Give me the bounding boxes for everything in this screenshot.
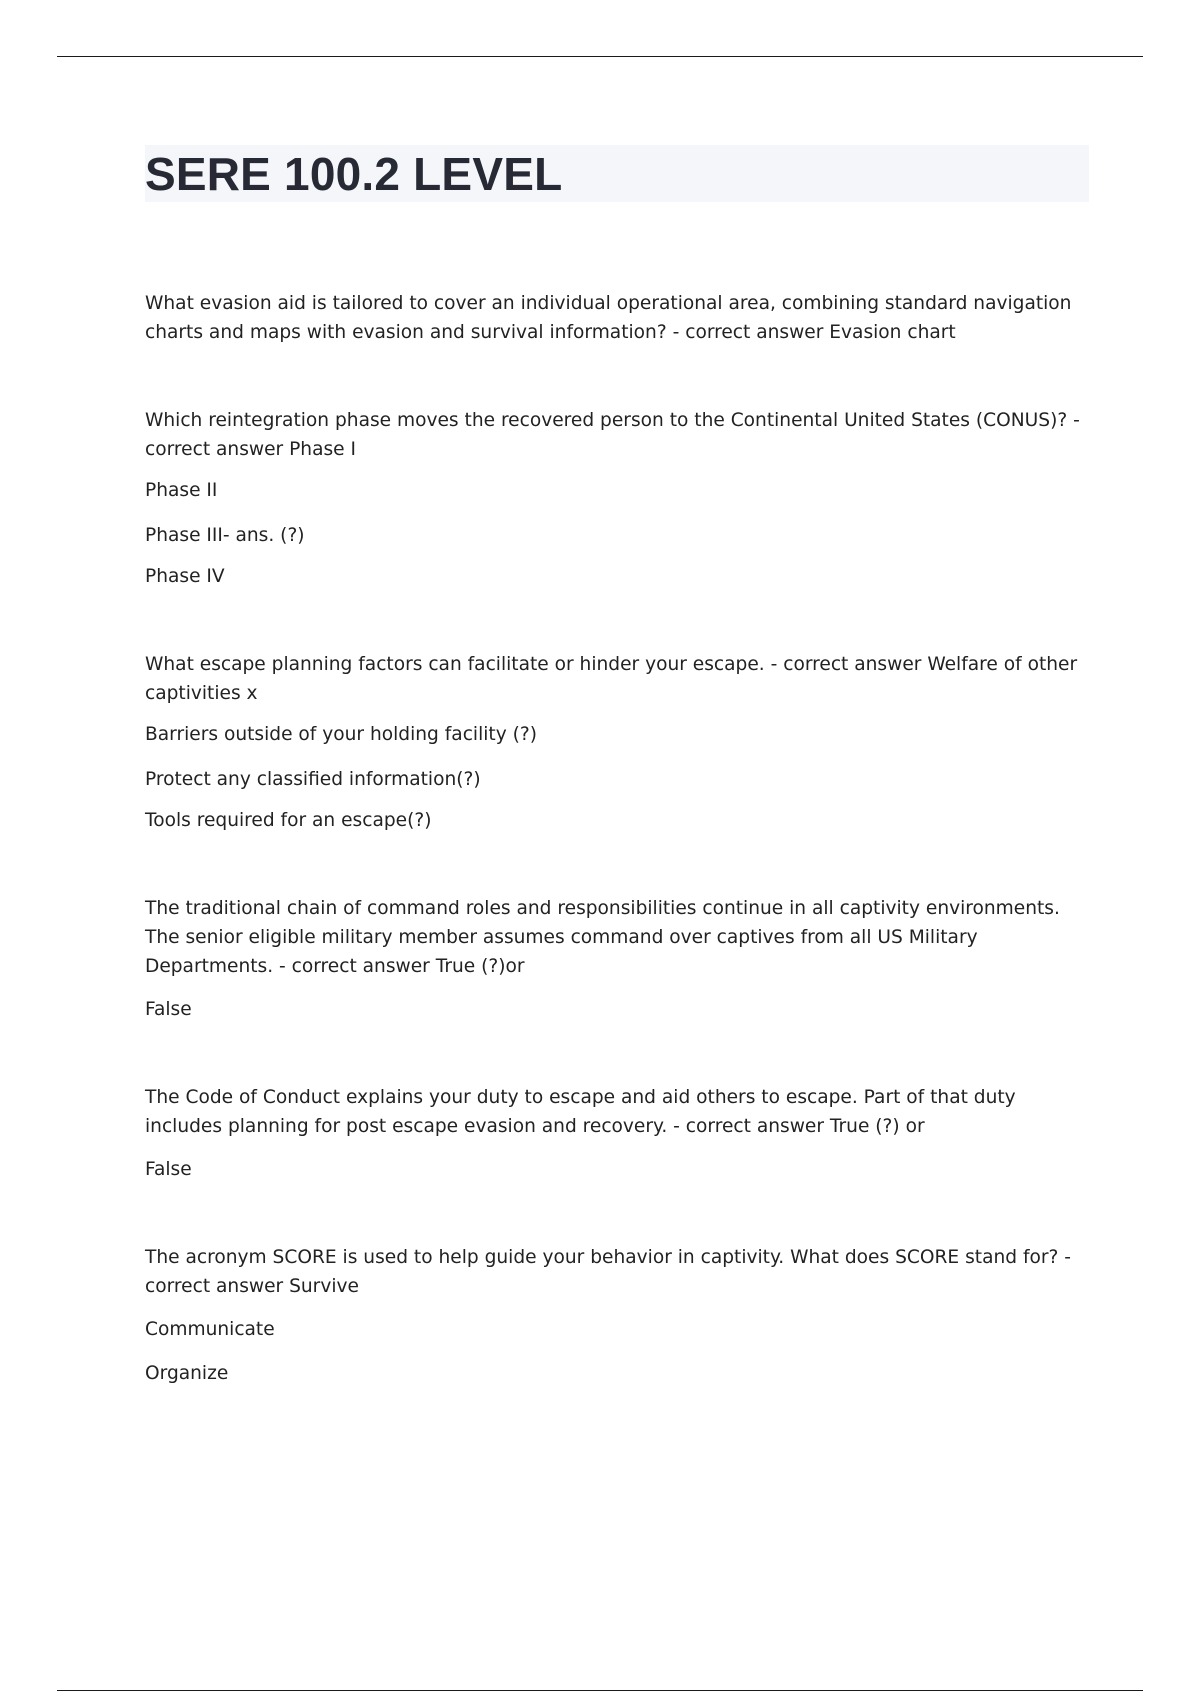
answer-option: Tools required for an escape(?) bbox=[145, 810, 432, 831]
answer-option: Communicate bbox=[145, 1319, 275, 1340]
page-title: SERE 100.2 LEVEL bbox=[145, 148, 563, 200]
answer-option: Phase IV bbox=[145, 566, 225, 587]
answer-option: Phase III- ans. (?) bbox=[145, 525, 305, 546]
question-text: The acronym SCORE is used to help guide your behavior in captivity. What does SCORE stand for? - correct answer Survive bbox=[145, 1247, 1072, 1297]
bottom-rule bbox=[57, 1690, 1143, 1691]
qa-item bbox=[145, 1083, 1085, 1184]
question-text: What evasion aid is tailored to cover an individual operational area, combining standard navigation charts and maps with evasion and survival information? - correct answer Evasion chart bbox=[145, 293, 1072, 343]
answer-option: False bbox=[145, 999, 192, 1020]
question-text: The traditional chain of command roles and responsibilities continue in all captivity environments. The senior eligible military member assumes command over captives from all US Military Departments. - correct answer True (?)or bbox=[145, 898, 1060, 977]
question-text: What escape planning factors can facilitate or hinder your escape. - correct answer Welfare of other captivities x bbox=[145, 654, 1078, 704]
answer-option: False bbox=[145, 1159, 192, 1180]
title-block bbox=[145, 145, 1089, 202]
qa-item bbox=[145, 650, 1085, 835]
qa-item bbox=[145, 1243, 1085, 1388]
top-rule bbox=[57, 56, 1143, 57]
answer-option: Barriers outside of your holding facility (?) bbox=[145, 724, 538, 745]
answer-option: Organize bbox=[145, 1363, 229, 1384]
qa-item bbox=[145, 406, 1085, 591]
question-text: Which reintegration phase moves the recovered person to the Continental United States (CONUS)? - correct answer Phase I bbox=[145, 410, 1080, 460]
question-text: The Code of Conduct explains your duty to escape and aid others to escape. Part of that duty includes planning for post escape evasion and recovery. - correct answer True (?) or bbox=[145, 1087, 1016, 1137]
answer-option: Protect any classified information(?) bbox=[145, 769, 481, 790]
qa-item bbox=[145, 289, 1085, 347]
qa-list bbox=[145, 289, 1085, 1388]
answer-option: Phase II bbox=[145, 480, 218, 501]
qa-item bbox=[145, 894, 1085, 1024]
